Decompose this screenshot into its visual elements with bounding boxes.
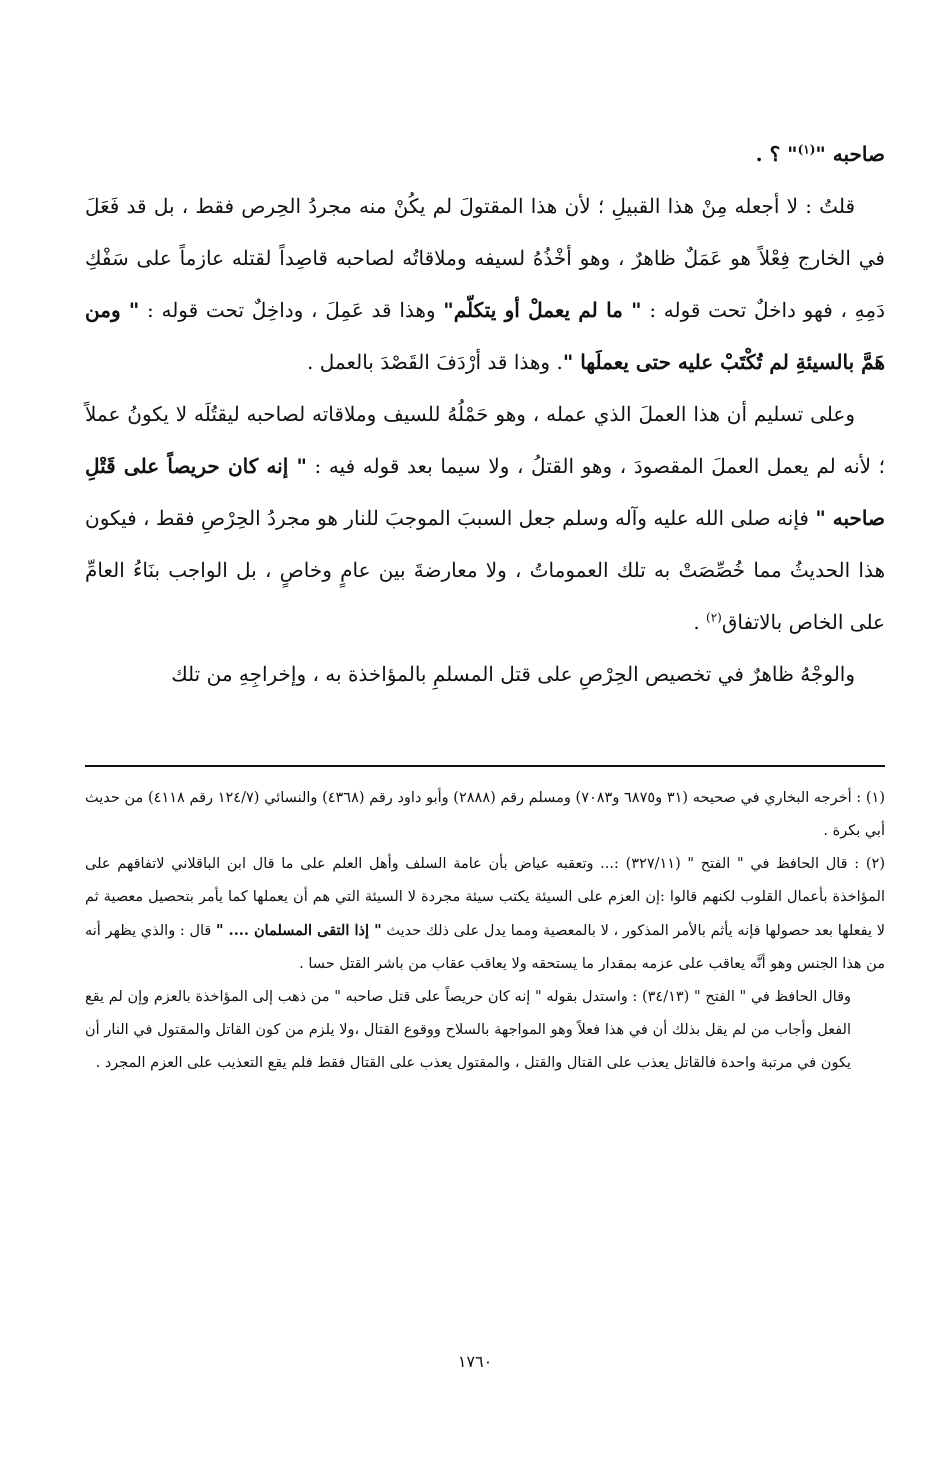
p1-hadith-quote-2: " ومن هَمَّ بالسيئةِ لم تُكْتَبْ عليه حتى يعملَها " [85,298,885,374]
p2-text-a: وعلى تسليم أن هذا العملَ الذي عمله ، وهو حَمْلُهُ للسيف وملاقاته لصاحبه ليقتُلَه لا يكونُ عملاً ؛ لأنه لم يعمل العملَ المقصودَ ، وهو القتلُ ، ولا سيما بعد قوله فيه : [85,402,885,478]
p1-text-a: قلتُ : لا أجعله مِنْ هذا القبيلِ ؛ لأن هذا المقتولَ لم يكُنْ منه مجردُ الحِرص فقط ، بل قد فَعَلَ في الخارج فِعْلاً هو عَمَلٌ ظاهرٌ ، وهو أخْذُهُ لسيفه وملاقاتُه لصاحبه قاصِداً لقتله عازماً على سَفْكِ دَمِهِ ، فهو داخلٌ تحت قوله : [85,194,885,322]
footnote-2-continuation: وقال الحافظ في " الفتح " (٣٤/١٣) : واستدل بقوله " إنه كان حريصاً على قتل صاحبه " من ذهب إلى المؤاخذة بالعزم وإن لم يقع الفعل وأجاب من لم يقل بذلك أن في هذا فعلاً وهو المواجهة بالسلاح ووقوع القتال ،ولا يلزم من كون القاتل والمقتول في النار أن يكون في مرتبة واحدة فالقاتل يعذب على القتال والقتل ، والمقتول يعذب على القتال فقط فلم يقع التعذيب على العزم المجرد . [85,989,851,1071]
footnote-2-text-b: قال : والذي يظهر أنه من هذا الجنس وهو أنَّه يعاقب على عزمه بمقدار ما يستحقه ولا يعاقب عقاب من باشر القتل حسا . [85,923,885,972]
footnote-2-text-a: قال الحافظ في " الفتح " (٣٢٧/١١) :... وتعقبه عياض بأن عامة السلف وأهل العلم على ما قال ابن الباقلاني لاتفاقهم على المؤاخذة بأعمال القلوب لكنهم قالوا :إن العزم على السيئة يكتب سيئة مجردة لا السيئة التي هم أن يعملها كما يأمر بتحصيل معصية ثم لا يفعلها بعد حصولها فإنه يأثم بالأمر المذكور ، لا بالمعصية ومما يدل على ذلك حديث [85,856,885,939]
footnote-separator [85,765,885,767]
p1-text-d: . وهذا قد أرْدَفَ القَصْدَ بالعمل . [307,350,563,374]
footnote-2-hadith-title: " إذا التقى المسلمان .... " [216,922,382,939]
paragraph-1 [85,180,885,388]
p1-hadith-quote-1: " ما لم يعملْ أو يتكلّم" [443,298,642,322]
p2-hadith-quote: " إنه كان حريصاً على قَتْلِ صاحبه " [85,454,885,530]
footnote-2-marker: (٢) : [854,856,885,872]
paragraph-2 [85,388,885,648]
p2-text-d: . [693,610,707,634]
p1-text-c: وهذا قد عَمِلَ ، وداخِلٌ تحت قوله : [139,298,444,322]
opening-line [85,128,885,180]
footnote-ref-1: (١) [797,142,816,157]
paragraph-3: والوجْهُ ظاهرٌ في تخصيص الحِرْصِ على قتل المسلمِ بالمؤاخذة به ، وإخراجِهِ من تلك [171,662,855,686]
p2-text-c: فإنه صلى الله عليه وآله وسلم جعل السببَ الموجبَ للنار هو مجردُ الحِرْصِ فقط ، فيكون هذا الحديثُ مما خُصِّصَتْ به تلك العموماتُ ، ولا معارضةَ بين عامٍ وخاصٍ ، بل الواجب بنَاءُ العامِّ على الخاص بالاتفاق [85,506,885,634]
opening-end: " ؟ . [755,142,798,166]
footnote-1-text: أخرجه البخاري في صحيحه (٣١ و٦٨٧٥ و٧٠٨٣) ومسلم رقم (٢٨٨٨) وأبو داود رقم (٤٣٦٨) والنسائي (١٢٤/٧ رقم ٤١١٨) من حديث أبي بكرة . [85,790,885,839]
footnote-ref-2: (٢) [706,610,722,625]
footnote-2 [85,848,885,981]
main-text [85,128,885,700]
opening-text: صاحبه " [815,142,885,166]
footnote-1 [85,782,885,848]
footnote-1-marker: (١) : [856,790,885,806]
page-number: ١٧٦٠ [457,1352,493,1371]
footnotes [85,782,885,1080]
